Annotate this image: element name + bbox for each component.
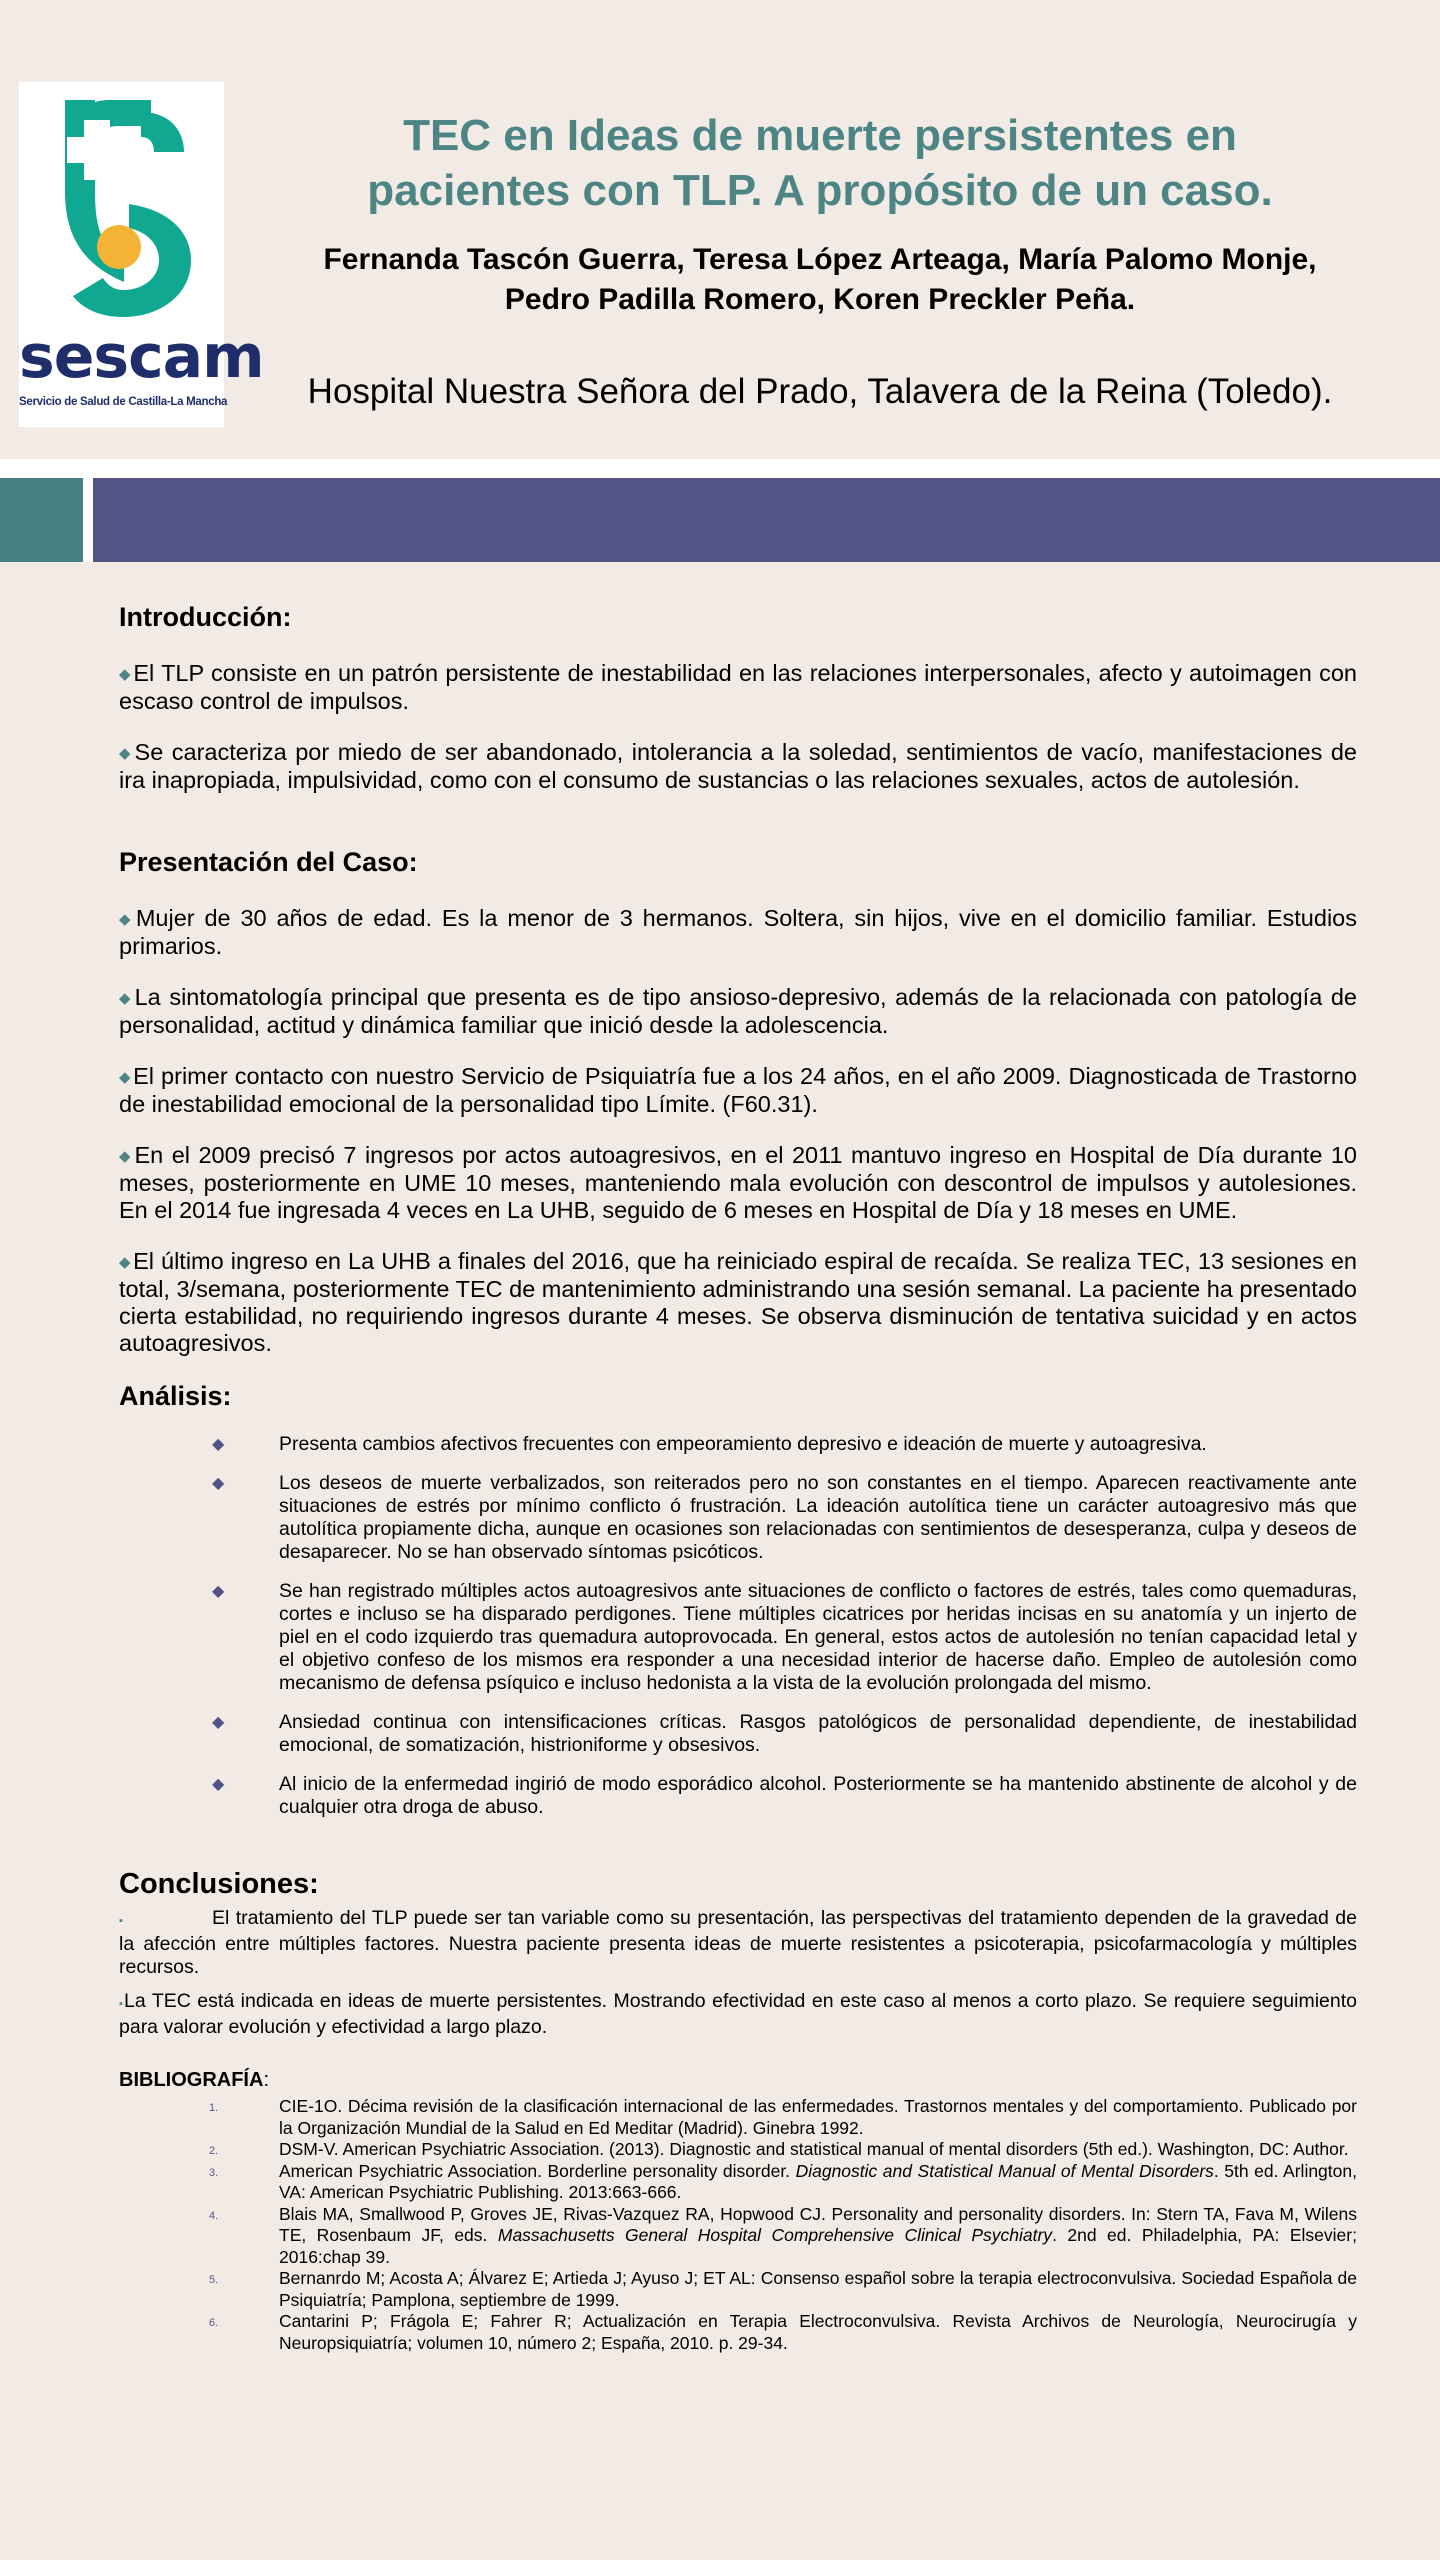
diamond-bullet-icon: ◆ xyxy=(212,1714,225,1731)
case-paragraph-4: ◆En el 2009 precisó 7 ingresos por actos autoagresivos, en el 2011 mantuvo ingreso en Hospital de Día durante 10 meses, posteriormente en UME 10 meses, manteniendo mala evolución con descontrol de impulsos y autolesiones. En el 2014 fue ingresada 4 veces en La UHB, seguido de 6 meses en Hospital de Día y 18 meses en UME. xyxy=(119,1142,1357,1223)
diamond-bullet-icon: ◆ xyxy=(119,1254,132,1271)
diamond-bullet-icon: ◆ xyxy=(119,745,133,762)
analysis-item: ◆ Presenta cambios afectivos frecuentes con empeoramiento depresivo e ideación de muerte y autoagresiva. xyxy=(212,1433,1207,1455)
intro-heading: Introducción: xyxy=(119,602,292,632)
title-line-2: pacientes con TLP. A propósito de un caso. xyxy=(367,166,1273,215)
logo-subtitle: Servicio de Salud de Castilla-La Mancha xyxy=(19,396,228,408)
intro-paragraph-2: ◆Se caracteriza por miedo de ser abandonado, intolerancia a la soledad, sentimientos de vacío, manifestaciones de ira inapropiada, impulsividad, como con el consumo de sustancias o las relaciones sexuales, actos de autolesión. xyxy=(119,739,1357,793)
diamond-bullet-icon: ◆ xyxy=(119,911,134,928)
diamond-bullet-icon: ◆ xyxy=(212,1583,225,1600)
case-heading: Presentación del Caso: xyxy=(119,847,418,877)
analysis-item: ◆ Ansiedad continua con intensificaciones críticas. Rasgos patológicos de personalidad dependiente, de inestabilidad emocional, de somatización, histrioniforme y obsesivos. xyxy=(212,1711,1357,1756)
analysis-list xyxy=(212,1433,1357,1819)
logo-wordmark: sescam xyxy=(19,322,264,392)
case-paragraph-1: ◆Mujer de 30 años de edad. Es la menor de 3 hermanos. Soltera, sin hijos, vive en el domicilio familiar. Estudios primarios. xyxy=(119,905,1357,959)
band-teal-block xyxy=(0,478,83,562)
diamond-bullet-icon: ◆ xyxy=(212,1776,225,1793)
square-bullet-icon: ▪ xyxy=(119,1915,124,1927)
poster-content xyxy=(119,600,1357,2354)
intro-section xyxy=(119,600,1357,794)
analysis-heading: Análisis: xyxy=(119,1381,232,1411)
square-bullet-icon: ▪ xyxy=(119,1998,124,2010)
case-paragraph-5: ◆El último ingreso en La UHB a finales del 2016, que ha reiniciado espiral de recaída. Se realiza TEC, 13 sesiones en total, 3/semana, posteriormente TEC de mantenimiento administrando una sesión semanal. La paciente ha presentado cierta estabilidad, no requiriendo ingresos durante 4 meses. Se observa disminución de tentativa suicidad y en actos autoagresivos. xyxy=(119,1248,1357,1356)
reference-item: 4. Blais MA, Smallwood P, Groves JE, Rivas-Vazquez RA, Hopwood CJ. Personality and personality disorders. In: Stern TA, Fava M, Wilens TE, Rosenbaum JF, eds. Massachusetts General Hospital Comprehensive Clinical Psychiatry. 2nd ed. Philadelphia, PA: Elsevier; 2016:chap 39. xyxy=(209,2203,1357,2267)
analysis-section xyxy=(119,1379,1357,1819)
reference-item: 6. Cantarini P; Frágola E; Fahrer R; Actualización en Terapia Electroconvulsiva. Revista Archivos de Neurología, Neurocirugía y Neuropsiquiatría; volumen 10, número 2; España, 2010. p. 29-34. xyxy=(209,2311,1357,2353)
conclusions-section xyxy=(119,1867,1357,2039)
case-section xyxy=(119,845,1357,1357)
hospital-affiliation: Hospital Nuestra Señora del Prado, Talavera de la Reina (Toledo). xyxy=(307,372,1333,411)
analysis-item: ◆ Se han registrado múltiples actos autoagresivos ante situaciones de conflicto o factores de estrés, tales como quemaduras, cortes e incluso se ha disparado perdigones. Tiene múltiples cicatrices por heridas incisas en su anatomía y un injerto de piel en el codo izquierdo tras quemadura autoprovocada. En general, estos actos de autolesión no tenían capacidad letal y el objetivo confeso de los mismos era responder a una necesidad interior de hacerse daño. Empleo de autolesión como mecanismo de defensa psíquico e incluso hedonista a la vista de la evolución prolongada del mismo. xyxy=(212,1580,1357,1694)
intro-paragraph-1: ◆El TLP consiste en un patrón persistente de inestabilidad en las relaciones interpersonales, afecto y autoimagen con escaso control de impulsos. xyxy=(119,660,1357,714)
diamond-bullet-icon: ◆ xyxy=(119,1069,132,1086)
authors xyxy=(270,240,1370,320)
diamond-bullet-icon: ◆ xyxy=(119,1148,133,1165)
bibliography-heading: BIBLIOGRAFÍA: xyxy=(119,2069,269,2091)
case-paragraph-3: ◆El primer contacto con nuestro Servicio de Psiquiatría fue a los 24 años, en el año 2009. Diagnosticada de Trastorno de inestabilidad emocional de la personalidad tipo Límite. (F60.31). xyxy=(119,1063,1358,1117)
diamond-bullet-icon: ◆ xyxy=(212,1475,225,1492)
conclusions-paragraph-1: ▪ El tratamiento del TLP puede ser tan variable como su presentación, las perspectivas del tratamiento dependen de la gravedad de la afección entre múltiples factores. Nuestra paciente presenta ideas de muerte resistentes a psicoterapia, psicofarmacología y múltiples recursos. xyxy=(119,1907,1357,1978)
bibliography-section xyxy=(119,2069,1357,2354)
diamond-bullet-icon: ◆ xyxy=(212,1436,225,1453)
reference-item: 1. CIE-1O. Décima revisión de la clasificación internacional de las enfermedades. Trastornos mentales y del comportamiento. Publicado por la Organización Mundial de la Salud en Ed Meditar (Madrid). Ginebra 1992. xyxy=(209,2096,1357,2138)
poster-title xyxy=(300,108,1340,218)
reference-item: 3. American Psychiatric Association. Borderline personality disorder. Diagnostic and Statistical Manual of Mental Disorders. 5th ed. Arlington, VA: American Psychiatric Publishing. 2013:663-666. xyxy=(209,2160,1357,2202)
reference-item: 5. Bernanrdo M; Acosta A; Álvarez E; Artieda J; Ayuso J; ET AL: Consenso español sobre la terapia electroconvulsiva. Sociedad Española de Psiquiatría; Pamplona, septiembre de 1999. xyxy=(209,2268,1357,2310)
band-blue-block xyxy=(93,478,1440,562)
sescam-emblem-icon xyxy=(19,82,224,322)
authors-line-2: Pedro Padilla Romero, Koren Preckler Peña. xyxy=(504,283,1136,316)
analysis-item: ◆ Al inicio de la enfermedad ingirió de modo esporádico alcohol. Posteriormente se ha mantenido abstinente de alcohol y de cualquier otra droga de abuso. xyxy=(212,1773,1357,1818)
diamond-bullet-icon: ◆ xyxy=(119,990,133,1007)
conclusions-heading: Conclusiones: xyxy=(119,1868,319,1900)
case-paragraph-2: ◆La sintomatología principal que presenta es de tipo ansioso-depresivo, además de la relacionada con patología de personalidad, actitud y dinámica familiar que inició desde la adolescencia. xyxy=(119,984,1357,1038)
sescam-logo xyxy=(19,82,264,427)
analysis-item: ◆ Los deseos de muerte verbalizados, son reiterados pero no son constantes en el tiempo. Aparecen reactivamente ante situaciones de estrés por mínimo conflicto ó frustración. La ideación autolítica tiene un carácter autoagresivo más que autolítica propiamente dicha, aunque en ocasiones son relacionadas con sentimientos de desesperanza, culpa y deseos de desaparecer. No se han observado síntomas psicóticos. xyxy=(212,1472,1357,1563)
conclusions-paragraph-2: ▪La TEC está indicada en ideas de muerte persistentes. Mostrando efectividad en este caso al menos a corto plazo. Se requiere seguimiento para valorar evolución y efectividad a largo plazo. xyxy=(119,1990,1357,2038)
title-line-1: TEC en Ideas de muerte persistentes en xyxy=(403,111,1237,160)
diamond-bullet-icon: ◆ xyxy=(119,666,132,683)
reference-list xyxy=(209,2096,1357,2354)
reference-item: 2. DSM-V. American Psychiatric Association. (2013). Diagnostic and statistical manual of mental disorders (5th ed.). Washington, DC: Author. xyxy=(209,2139,1349,2159)
authors-line-1: Fernanda Tascón Guerra, Teresa López Arteaga, María Palomo Monje, xyxy=(323,243,1317,276)
